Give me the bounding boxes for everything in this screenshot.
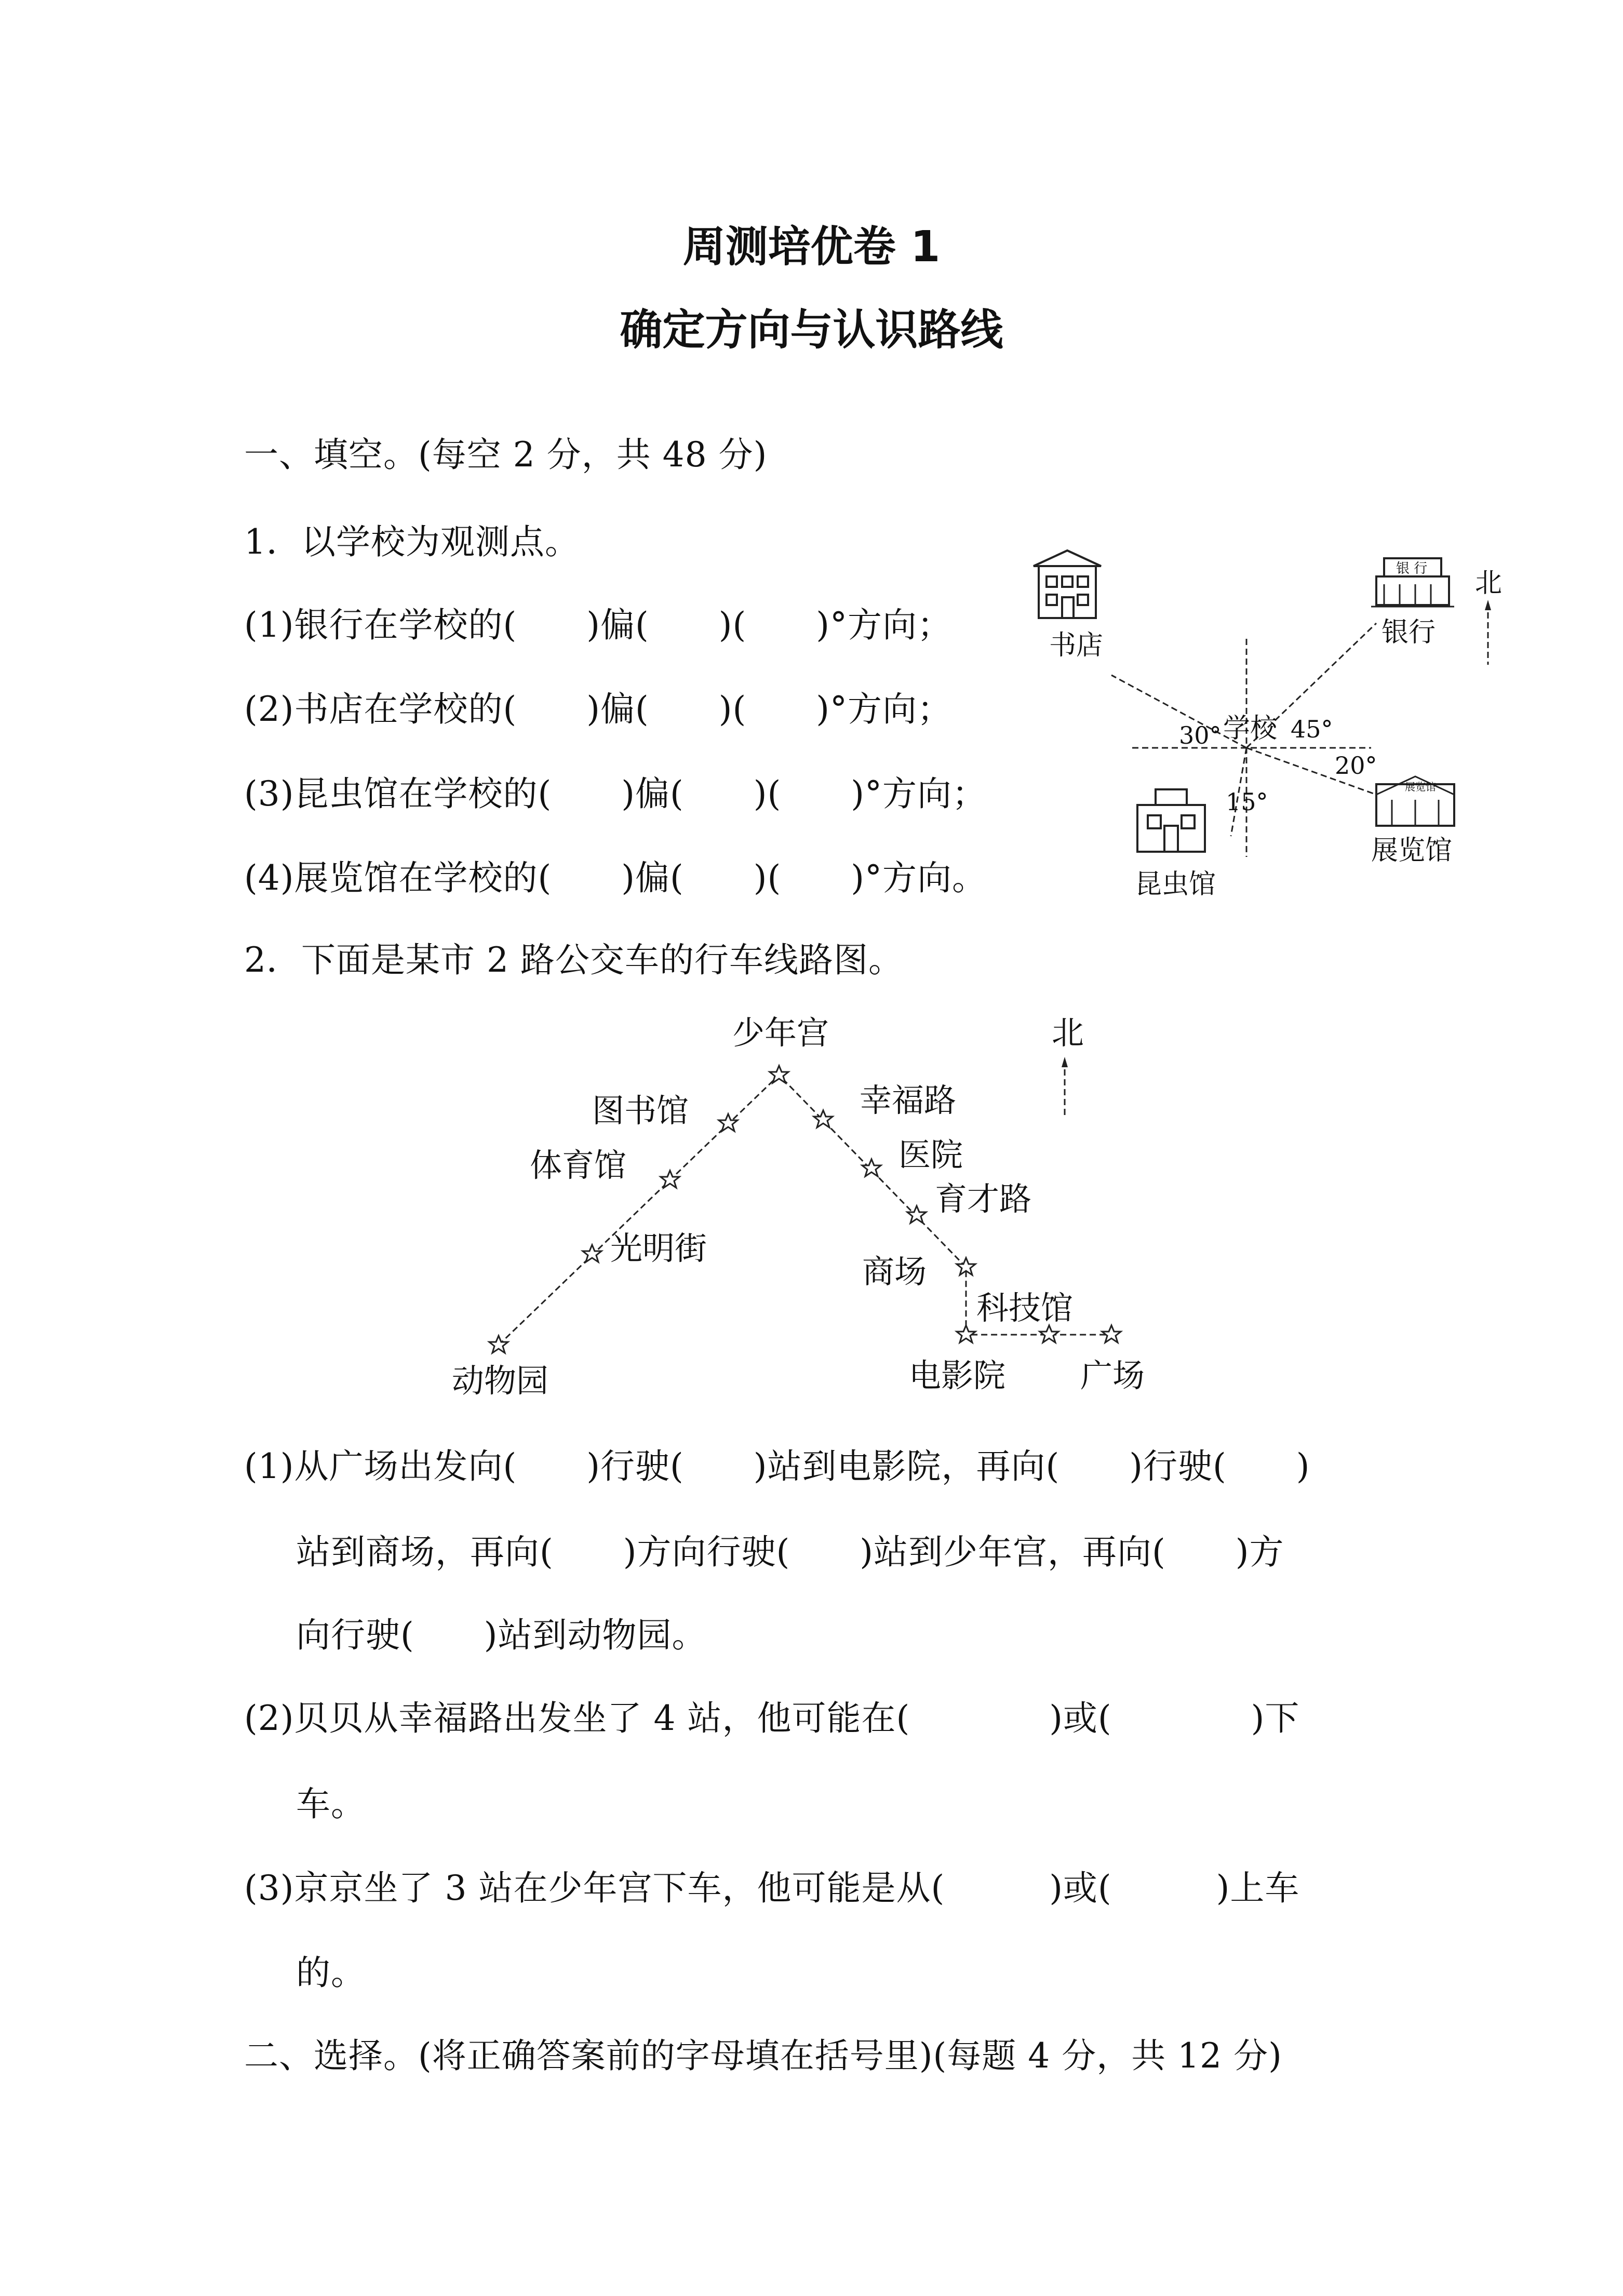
label-yucai: 育才路 [935, 1180, 1032, 1218]
stop-guangming [583, 1245, 601, 1262]
stop-youth-palace [770, 1066, 788, 1083]
stop-xingfu [814, 1110, 833, 1127]
label-xingfu: 幸福路 [860, 1081, 957, 1119]
stop-cinema [957, 1325, 975, 1342]
label-youth-palace: 少年宫 [732, 1014, 829, 1052]
insect-building-icon [1137, 789, 1205, 852]
q2-stem: 2．下面是某市 2 路公交车的行车线路图。 [244, 940, 903, 980]
label-cinema: 电影院 [909, 1357, 1006, 1394]
label-zoo: 动物园 [452, 1362, 549, 1400]
q2-part1-line3: 向行驶( )站到动物园。 [296, 1615, 707, 1655]
page-subtitle: 确定方向与认识路线 [620, 305, 1003, 355]
north-label-1: 北 [1475, 568, 1503, 599]
stop-zoo [489, 1336, 508, 1353]
q2-part3-line1: (3)京京坐了 3 站在少年宫下车，他可能是从( )或( )上车 [244, 1868, 1300, 1908]
exhibit-sign: 展览馆 [1405, 781, 1436, 793]
label-bank: 银行 [1381, 617, 1436, 648]
q2-part1-line1: (1)从广场出发向( )行驶( )站到电影院，再向( )行驶( ) [244, 1446, 1310, 1486]
q1-item-3: (3)昆虫馆在学校的( )偏( )( )°方向； [244, 774, 987, 814]
label-exhibit: 展览馆 [1371, 835, 1453, 866]
bookstore-building-icon [1034, 550, 1101, 618]
stop-yucai [907, 1206, 926, 1223]
label-gym: 体育馆 [530, 1146, 627, 1184]
stop-square [1102, 1325, 1121, 1342]
label-school: 学校 [1223, 713, 1278, 744]
q1-stem: 1．以学校为观测点。 [244, 522, 580, 562]
label-insect: 昆虫馆 [1135, 869, 1216, 900]
label-library: 图书馆 [592, 1092, 689, 1130]
north-arrowhead-icon [1485, 600, 1491, 610]
angle-exhibit: 20° [1335, 751, 1377, 780]
section2-heading: 二、选择。(将正确答案前的字母填在括号里)(每题 4 分，共 12 分) [244, 2036, 1282, 2076]
section1-heading: 一、填空。(每空 2 分，共 48 分) [244, 435, 768, 475]
north-label-2: 北 [1052, 1014, 1084, 1052]
q2-part2-line2: 车。 [296, 1784, 366, 1824]
q1-item-4: (4)展览馆在学校的( )偏( )( )°方向。 [244, 858, 987, 898]
stop-science [1040, 1325, 1058, 1342]
q1-item-2: (2)书店在学校的( )偏( )( )°方向； [244, 689, 952, 729]
label-guangming: 光明街 [610, 1229, 707, 1267]
north-arrowhead-icon [1062, 1057, 1068, 1067]
page-title: 周测培优卷 1 [682, 222, 941, 272]
label-mall: 商场 [862, 1253, 927, 1291]
bank-sign: 银 行 [1396, 561, 1428, 576]
label-square: 广场 [1080, 1357, 1145, 1394]
angle-bank: 45° [1291, 715, 1333, 743]
label-science: 科技馆 [976, 1289, 1074, 1327]
q2-part3-line2: 的。 [296, 1953, 366, 1993]
direction-figure [1018, 545, 1527, 909]
q2-part1-line2: 站到商场，再向( )方向行驶( )站到少年宫，再向( )方 [296, 1532, 1284, 1572]
label-bookstore: 书店 [1049, 630, 1104, 661]
bus-route-figure [426, 997, 1179, 1413]
label-hospital: 医院 [898, 1136, 963, 1174]
angle-insect: 15° [1226, 788, 1268, 816]
q2-part2-line1: (2)贝贝从幸福路出发坐了 4 站，他可能在( )或( )下 [244, 1698, 1300, 1738]
stop-hospital [862, 1159, 881, 1176]
angle-bookstore: 30° [1179, 721, 1222, 749]
q1-item-1: (1)银行在学校的( )偏( )( )°方向； [244, 605, 952, 645]
stop-library [719, 1114, 737, 1131]
